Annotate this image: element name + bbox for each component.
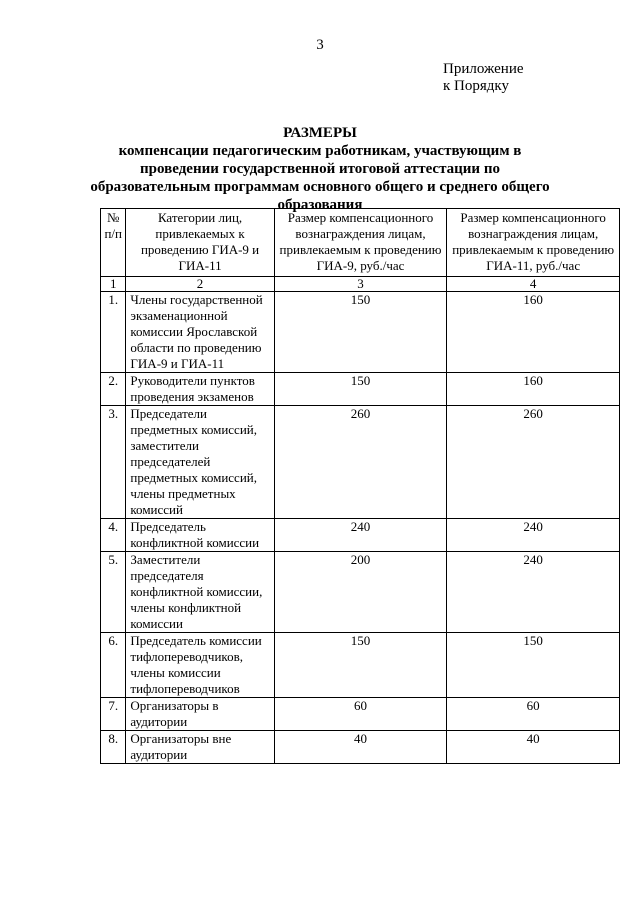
table-row: [101, 633, 620, 698]
index-cell: 4: [447, 277, 620, 292]
header-category: Категории лиц, привлекаемых к проведению ГИА-9 и ГИА-11: [126, 209, 274, 277]
row-gia9-value: 60: [274, 698, 447, 731]
row-gia11-value: 260: [447, 406, 620, 519]
heading-title: РАЗМЕРЫ: [283, 125, 357, 141]
page-number: 3: [316, 37, 324, 53]
row-gia9-value: 200: [274, 552, 447, 633]
table-row: [101, 731, 620, 764]
row-gia9-value: 150: [274, 292, 447, 373]
row-category: Председатели предметных комиссий, заместители председателей предметных комиссий, члены предметных комиссий: [126, 406, 274, 519]
row-number: 1.: [101, 292, 126, 373]
row-gia11-value: 160: [447, 373, 620, 406]
row-gia9-value: 40: [274, 731, 447, 764]
row-gia11-value: 40: [447, 731, 620, 764]
document-heading: [90, 124, 550, 214]
row-number: 4.: [101, 519, 126, 552]
table-row: [101, 519, 620, 552]
row-number: 8.: [101, 731, 126, 764]
appendix-line-2: к Порядку: [443, 78, 509, 94]
row-gia11-value: 160: [447, 292, 620, 373]
table-row: [101, 406, 620, 519]
appendix-note: [443, 61, 524, 95]
row-gia11-value: 60: [447, 698, 620, 731]
row-gia9-value: 240: [274, 519, 447, 552]
table-row: [101, 552, 620, 633]
row-number: 2.: [101, 373, 126, 406]
row-category: Члены государственной экзаменационной комиссии Ярославской области по проведению ГИА-9 и ГИА-11: [126, 292, 274, 373]
heading-subtitle: компенсации педагогическим работникам, участвующим в проведении государственной итоговой аттестации по образовательным программам основного общего и среднего общего образования: [90, 143, 550, 213]
row-category: Председатель конфликтной комиссии: [126, 519, 274, 552]
row-category: Организаторы вне аудитории: [126, 731, 274, 764]
row-gia9-value: 260: [274, 406, 447, 519]
index-cell: 1: [101, 277, 126, 292]
index-cell: 3: [274, 277, 447, 292]
row-number: 7.: [101, 698, 126, 731]
header-gia11: Размер компенсационного вознаграждения лицам, привлекаемым к проведению ГИА-11, руб./час: [447, 209, 620, 277]
row-number: 6.: [101, 633, 126, 698]
row-gia11-value: 150: [447, 633, 620, 698]
row-gia11-value: 240: [447, 519, 620, 552]
table-row: [101, 373, 620, 406]
row-gia9-value: 150: [274, 373, 447, 406]
table-index-row: [101, 277, 620, 292]
row-category: Организаторы в аудитории: [126, 698, 274, 731]
table-header-row: [101, 209, 620, 277]
compensation-table: [100, 208, 620, 764]
row-number: 3.: [101, 406, 126, 519]
row-number: 5.: [101, 552, 126, 633]
row-category: Председатель комиссии тифлопереводчиков, члены комиссии тифлопереводчиков: [126, 633, 274, 698]
header-num: № п/п: [101, 209, 126, 277]
row-gia9-value: 150: [274, 633, 447, 698]
row-category: Заместители председателя конфликтной комиссии, члены конфликтной комиссии: [126, 552, 274, 633]
header-gia9: Размер компенсационного вознаграждения лицам, привлекаемым к проведению ГИА-9, руб./час: [274, 209, 447, 277]
table-row: [101, 698, 620, 731]
appendix-line-1: Приложение: [443, 61, 524, 77]
row-gia11-value: 240: [447, 552, 620, 633]
table-row: [101, 292, 620, 373]
row-category: Руководители пунктов проведения экзаменов: [126, 373, 274, 406]
index-cell: 2: [126, 277, 274, 292]
